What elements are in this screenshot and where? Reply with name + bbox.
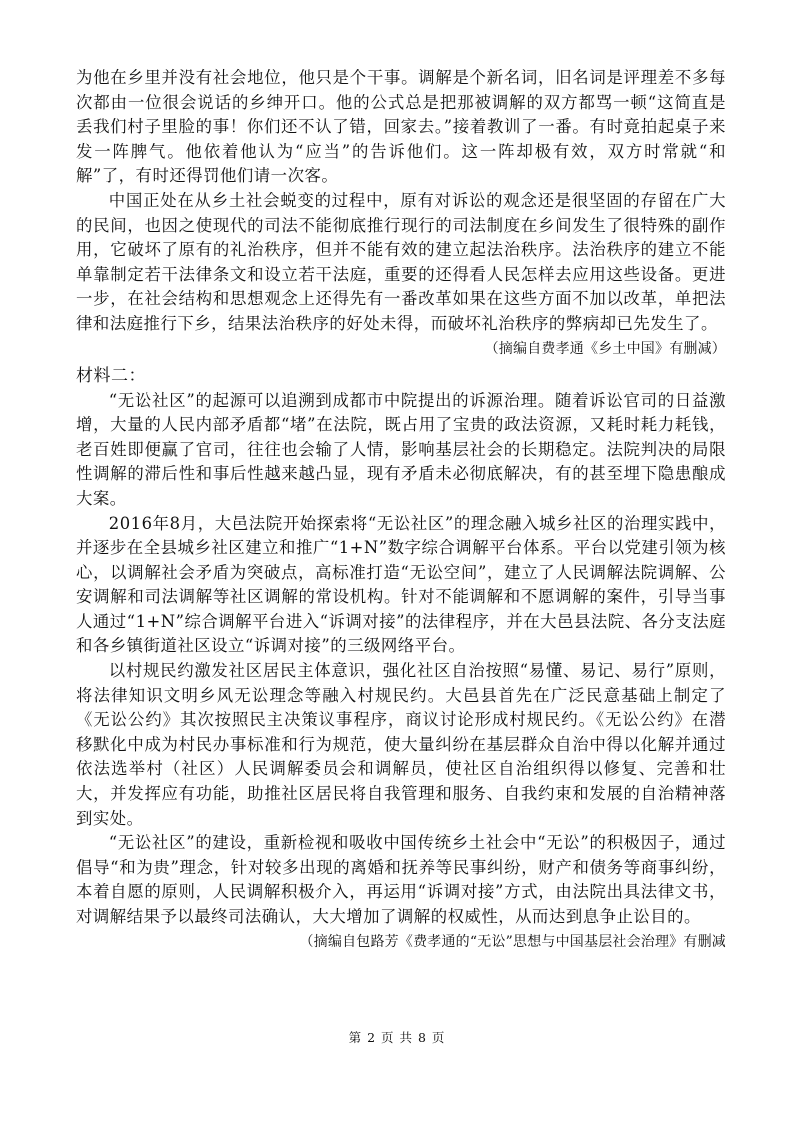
material2-paragraph-4: “无讼社区”的建设，重新检视和吸收中国传统乡土社会中“无讼”的积极因子，通过倡导“和为贵”理念，针对较多出现的离婚和抚养等民事纠纷，财产和债务等商事纠纷，本着自愿的原则，人民调解积极介入，再运用“诉调对接”方式，由法院出具法律文书，对调解结果予以最终司法确认，大大增加了调解的权威性，从而达到息争止讼目的。 xyxy=(76,833,726,926)
material1-paragraph-1: 为他在乡里并没有社会地位，他只是个干事。调解是个新名词，旧名词是评理差不多每次都由一位很会说话的乡绅开口。他的公式总是把那被调解的双方都骂一顿“这简直是丢我们村子里脸的事！你们还不认了错，回家去。”接着教训了一番。有时竟拍起桌子来发一阵脾气。他依着他认为“应当”的告诉他们。这一阵却极有效，双方时常就“和解”了，有时还得罚他们请一次客。 xyxy=(76,68,726,186)
document-page xyxy=(76,66,726,954)
material2-paragraph-1: “无讼社区”的起源可以追溯到成都市中院提出的诉源治理。随着诉讼官司的日益激增，大量的人民内部矛盾都“堵”在法院，既占用了宝贵的政法资源，又耗时耗力耗钱，老百姓即便赢了官司，往往也会输了人情，影响基层社会的长期稳定。法院判决的局限性调解的滞后性和事后性越来越凸显，现有矛盾未必彻底解决，有的甚至埋下隐患酿成大案。 xyxy=(76,390,726,508)
material2-paragraph-2: 2016年8月，大邑法院开始探索将“无讼社区”的理念融入城乡社区的治理实践中，并逐步在全县城乡社区建立和推广“1+N”数字综合调解平台体系。平台以党建引领为核心，以调解社会矛盾为突破点，高标准打造“无讼空间”，建立了人民调解法院调解、公安调解和司法调解等社区调解的常设机构。针对不能调解和不愿调解的案件，引导当事人通过“1+N”综合调解平台进入“诉调对接”的法律程序，并在大邑县法院、各分支法庭和各乡镇街道社区设立“诉调对接”的三级网络平台。 xyxy=(76,513,726,656)
material2-heading: 材料二： xyxy=(76,365,146,386)
page-number-footer: 第 2 页 共 8 页 xyxy=(348,1030,446,1045)
material2-source: （摘编自包路芳《费孝通的“无讼”思想与中国基层社会治理》有删减 xyxy=(299,933,726,950)
material1-paragraph-2: 中国正处在从乡土社会蜕变的过程中，原有对诉讼的观念还是很坚固的存留在广大的民间，也因之使现代的司法不能彻底推行现行的司法制度在乡间发生了很特殊的副作用，它破坏了原有的礼治秩序，但并不能有效的建立起法治秩序。法治秩序的建立不能单靠制定若干法律条文和设立若干法庭，重要的还得看人民怎样去应用这些设备。更进一步，在社会结构和思想观念上还得先有一番改革如果在这些方面不加以改革，单把法律和法庭推行下乡，结果法治秩序的好处未得，而破坏礼治秩序的弊病却已先发生了。 xyxy=(76,190,726,333)
material1-source: （摘编自费孝通《乡土中国》有删减） xyxy=(484,340,726,357)
material2-paragraph-3: 以村规民约激发社区居民主体意识，强化社区自治按照“易懂、易记、易行”原则，将法律知识文明乡风无讼理念等融入村规民约。大邑县首先在广泛民意基础上制定了《无讼公约》其次按照民主决策议事程序，商议讨论形成村规民约。《无讼公约》在潜移默化中成为村民办事标准和行为规范，使大量纠纷在基层群众自治中得以化解并通过依法选举村（社区）人民调解委员会和调解员，使社区自治组织得以修复、完善和壮大，并发挥应有功能，助推社区居民将自我管理和服务、自我约束和发展的自治精神落到实处。 xyxy=(76,661,726,828)
